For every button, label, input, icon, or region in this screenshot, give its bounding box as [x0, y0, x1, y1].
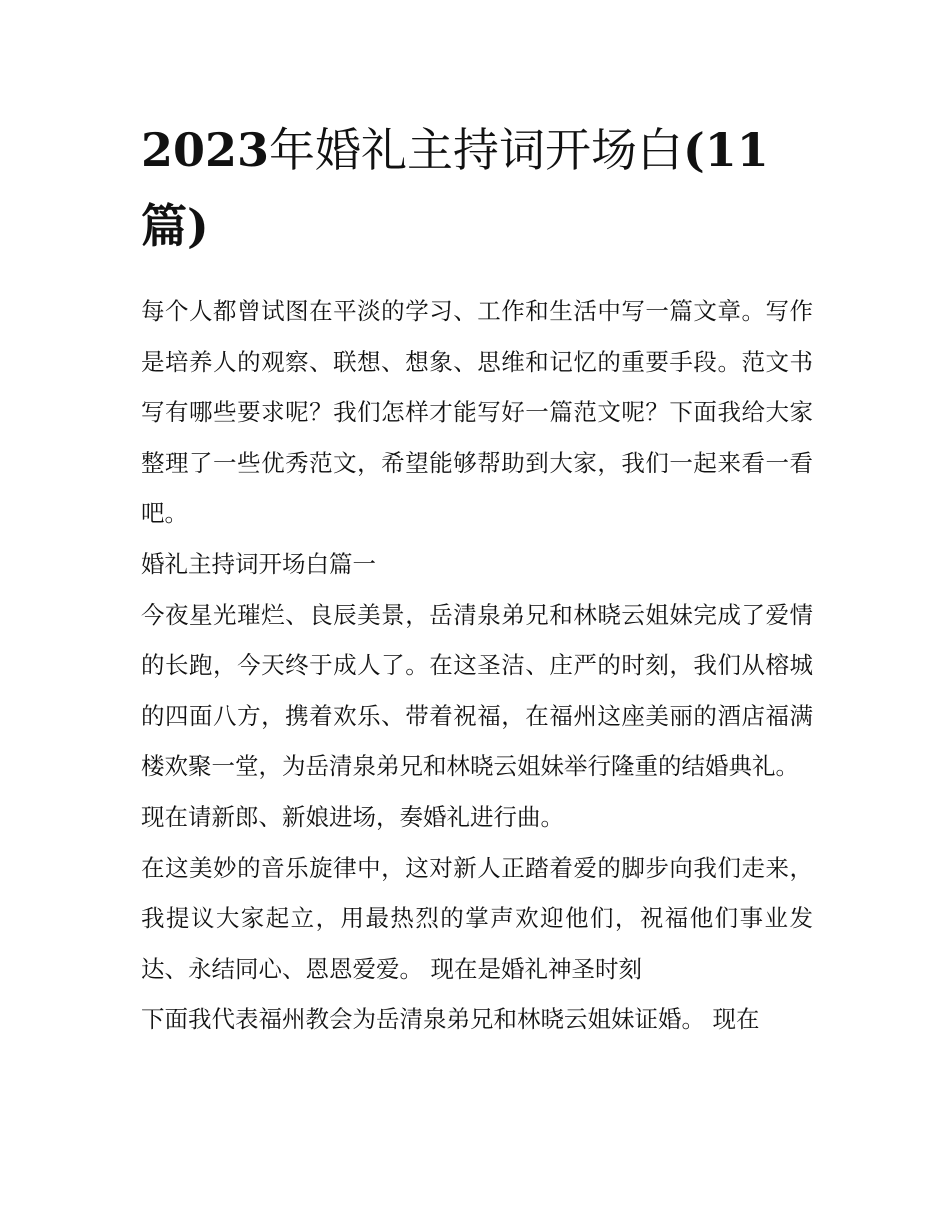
body-paragraph: 现在请新郎、新娘进场，奏婚礼进行曲。 [141, 802, 564, 831]
title-text: 年婚礼主持词开场白 [269, 123, 684, 177]
document-body [141, 286, 813, 1045]
title-year: 2023 [141, 123, 270, 177]
section-heading: 婚礼主持词开场白篇一 [141, 549, 376, 578]
title-suffix: (11篇) [141, 123, 769, 253]
intro-paragraph: 每个人都曾试图在平淡的学习、工作和生活中写一篇文章。写作是培养人的观察、联想、想象、思维和记忆的重要手段。范文书写有哪些要求呢？我们怎样才能写好一篇范文呢？下面我给大家整理了一些优秀范文，希望能够帮助到大家，我们一起来看一看吧。 [141, 297, 813, 528]
document-title [141, 112, 813, 264]
body-paragraph: 在这美妙的音乐旋律中，这对新人正踏着爱的脚步向我们走来，我提议大家起立，用最热烈的掌声欢迎他们，祝福他们事业发达、永结同心、恩恩爱爱。 现在是婚礼神圣时刻 [141, 853, 813, 983]
body-paragraph: 下面我代表福州教会为岳清泉弟兄和林晓云姐妹证婚。 现在 [141, 1005, 760, 1034]
document-content [141, 112, 813, 1045]
body-paragraph: 今夜星光璀烂、良辰美景，岳清泉弟兄和林晓云姐妹完成了爱情的长跑，今天终于成人了。在这圣洁、庄严的时刻，我们从榕城的四面八方，携着欢乐、带着祝福，在福州这座美丽的酒店福满楼欢聚一堂，为岳清泉弟兄和林晓云姐妹举行隆重的结婚典礼。 [141, 600, 813, 781]
